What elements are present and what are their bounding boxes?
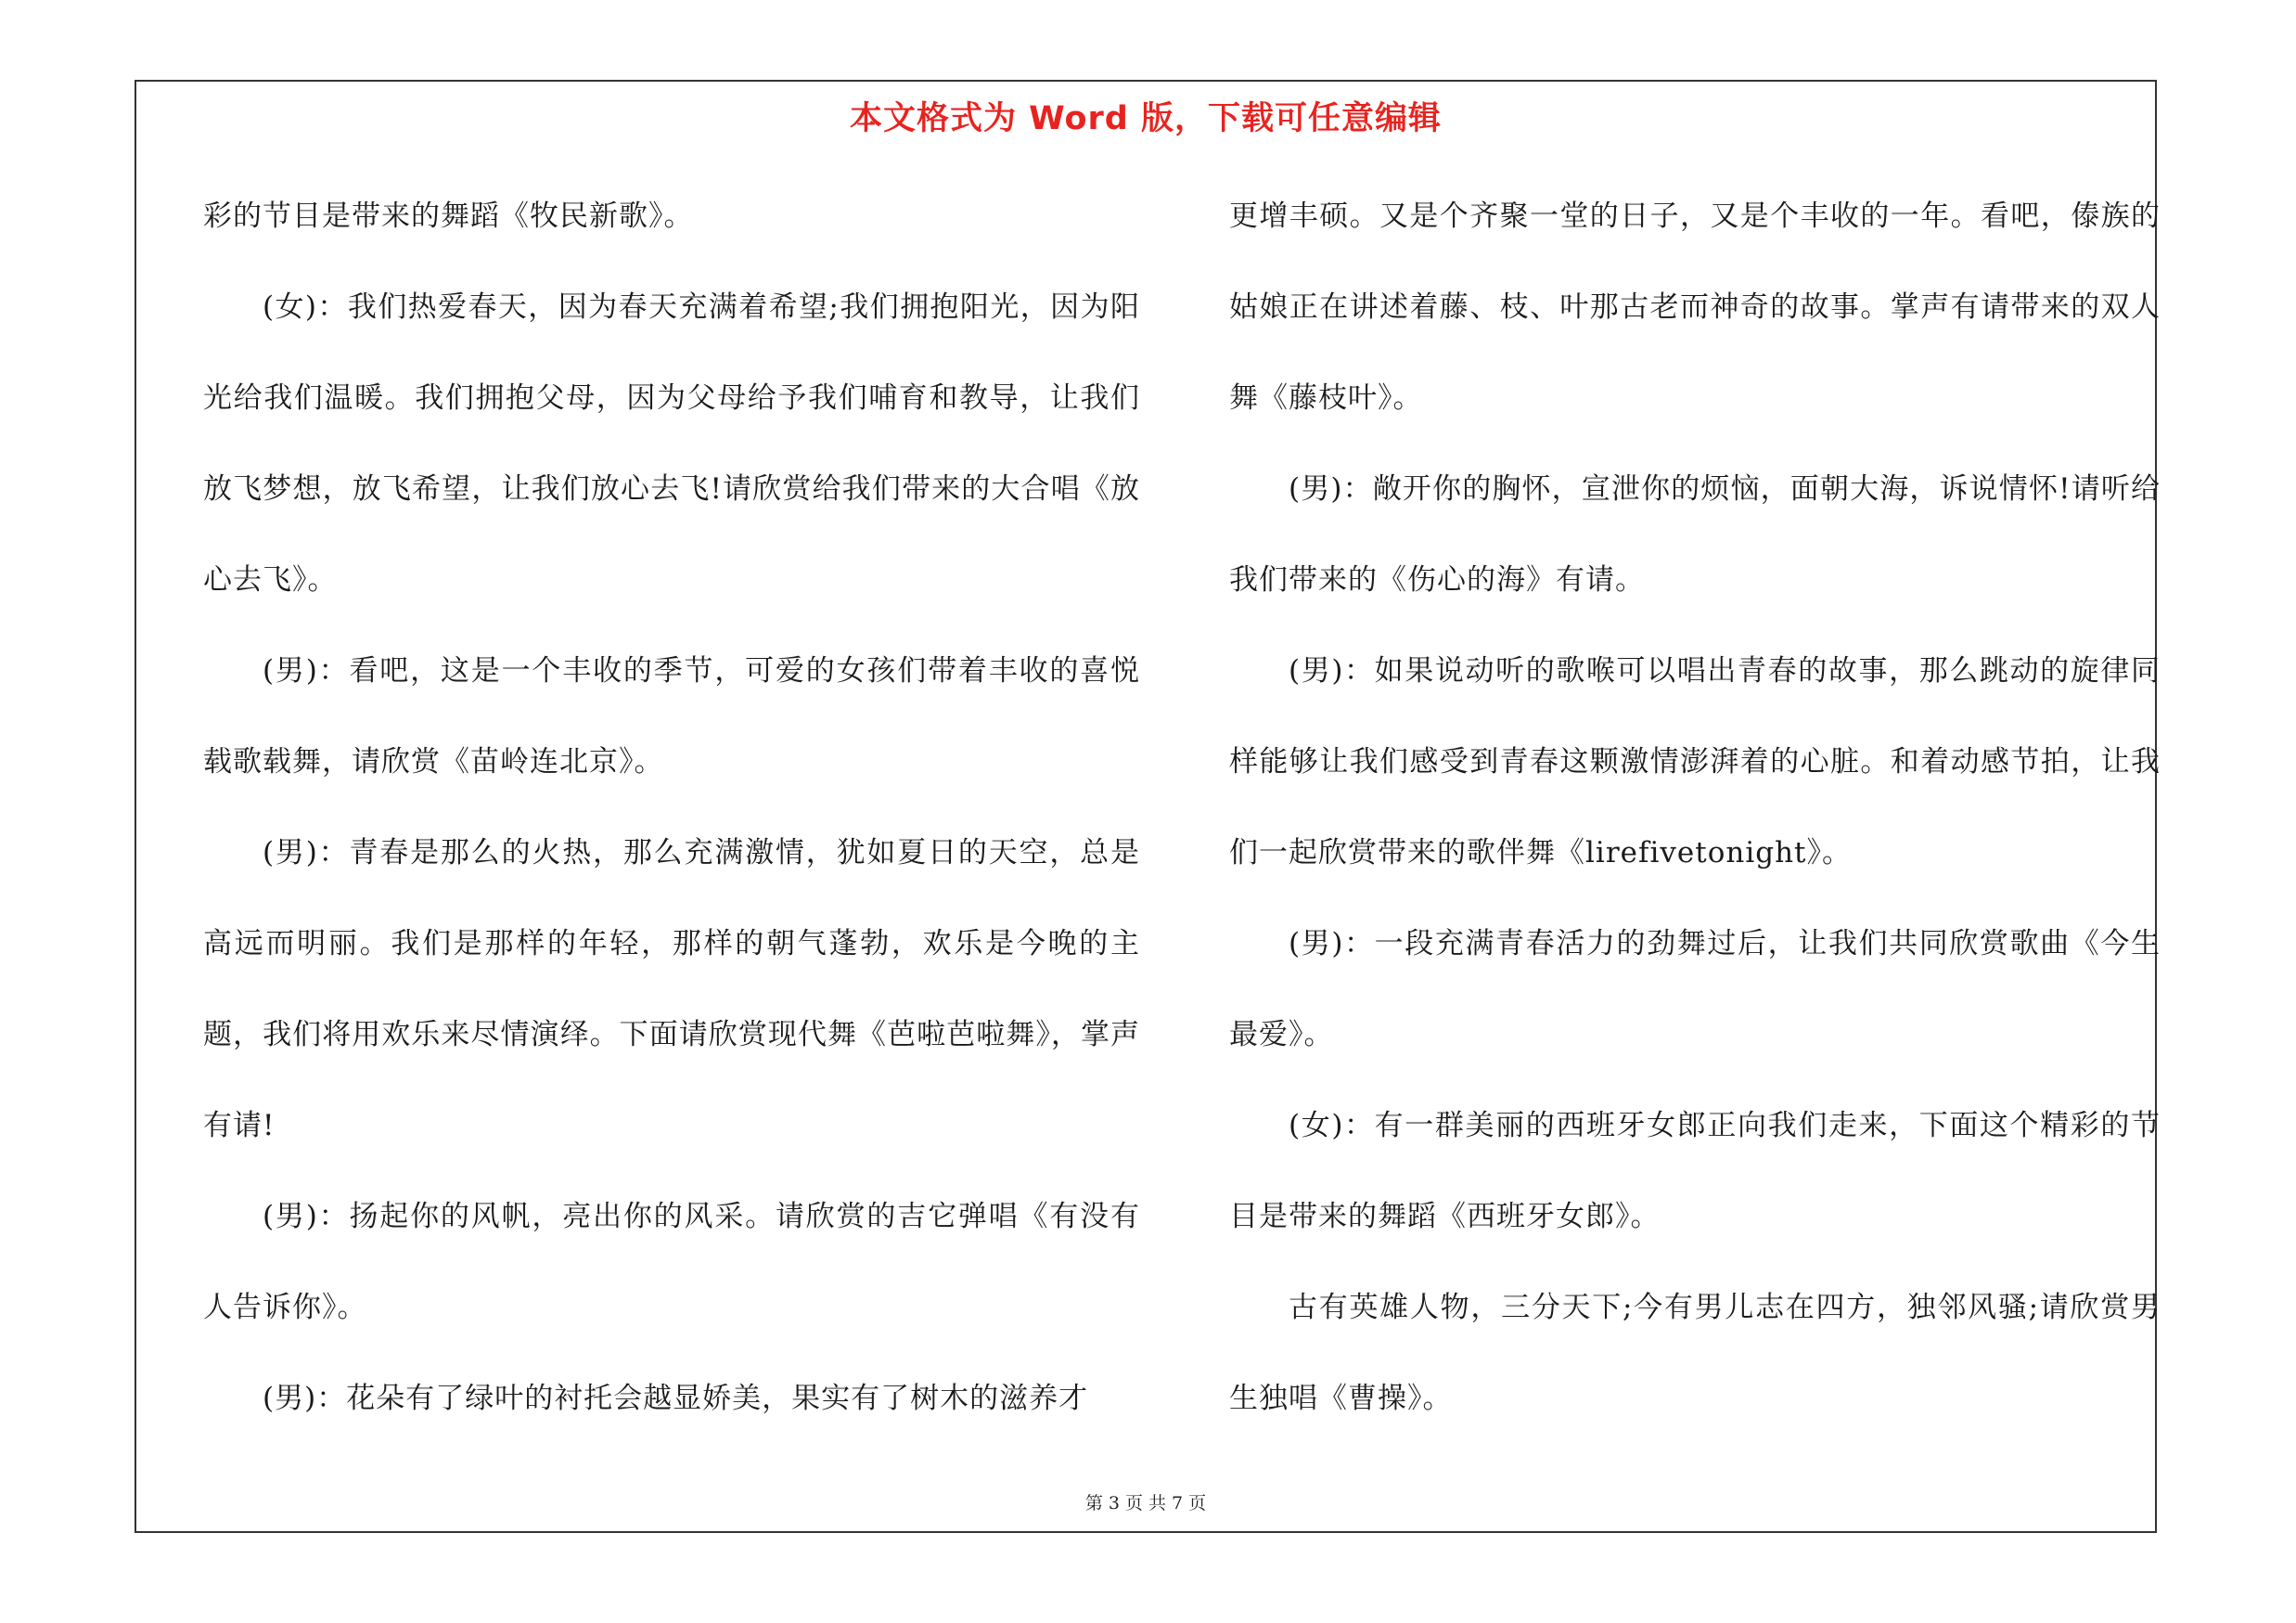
paragraph: (男)：如果说动听的歌喉可以唱出青春的故事，那么跳动的旋律同样能够让我们感受到青春这颗激情澎湃着的心脏。和着动感节拍，让我们一起欣赏带来的歌伴舞《lirefivetonight》。 bbox=[1229, 654, 2161, 869]
paragraph: (男)：敞开你的胸怀，宣泄你的烦恼，面朝大海，诉说情怀!请听给我们带来的《伤心的海》有请。 bbox=[1229, 472, 2161, 597]
right-text-column bbox=[1229, 171, 2161, 1444]
paragraph: (女)：我们热爱春天，因为春天充满着希望;我们拥抱阳光，因为阳光给我们温暖。我们拥抱父母，因为父母给予我们哺育和教导，让我们放飞梦想，放飞希望，让我们放心去飞!请欣赏给我们带来的大合唱《放心去飞》。 bbox=[203, 290, 1140, 597]
left-text-column bbox=[203, 171, 1140, 1444]
paragraph: (男)：看吧，这是一个丰收的季节，可爱的女孩们带着丰收的喜悦载歌载舞，请欣赏《苗岭连北京》。 bbox=[203, 654, 1140, 779]
format-banner: 本文格式为 Word 版，下载可任意编辑 bbox=[849, 100, 1443, 137]
document-page bbox=[135, 80, 2161, 1533]
paragraph: (男)：花朵有了绿叶的衬托会越显娇美，果实有了树木的滋养才 bbox=[263, 1382, 1089, 1415]
paragraph: 更增丰硕。又是个齐聚一堂的日子，又是个丰收的一年。看吧，傣族的姑娘正在讲述着藤、枝、叶那古老而神奇的故事。掌声有请带来的双人舞《藤枝叶》。 bbox=[1229, 200, 2161, 415]
paragraph: (男)：扬起你的风帆，亮出你的风采。请欣赏的吉它弹唱《有没有人告诉你》。 bbox=[203, 1200, 1140, 1324]
page-number: 第 3 页 共 7 页 bbox=[1084, 1493, 1207, 1514]
paragraph: 古有英雄人物，三分天下;今有男儿志在四方，独邻风骚;请欣赏男生独唱《曹操》。 bbox=[1229, 1291, 2161, 1415]
paragraph: (男)：青春是那么的火热，那么充满激情，犹如夏日的天空，总是高远而明丽。我们是那样的年轻，那样的朝气蓬勃，欢乐是今晚的主题，我们将用欢乐来尽情演绎。下面请欣赏现代舞《芭啦芭啦舞》，掌声有请! bbox=[203, 836, 1140, 1142]
paragraph: (女)：有一群美丽的西班牙女郎正向我们走来，下面这个精彩的节目是带来的舞蹈《西班牙女郎》。 bbox=[1229, 1109, 2161, 1233]
paragraph: 彩的节目是带来的舞蹈《牧民新歌》。 bbox=[203, 200, 694, 233]
paragraph: (男)：一段充满青春活力的劲舞过后，让我们共同欣赏歌曲《今生最爱》。 bbox=[1229, 927, 2161, 1051]
